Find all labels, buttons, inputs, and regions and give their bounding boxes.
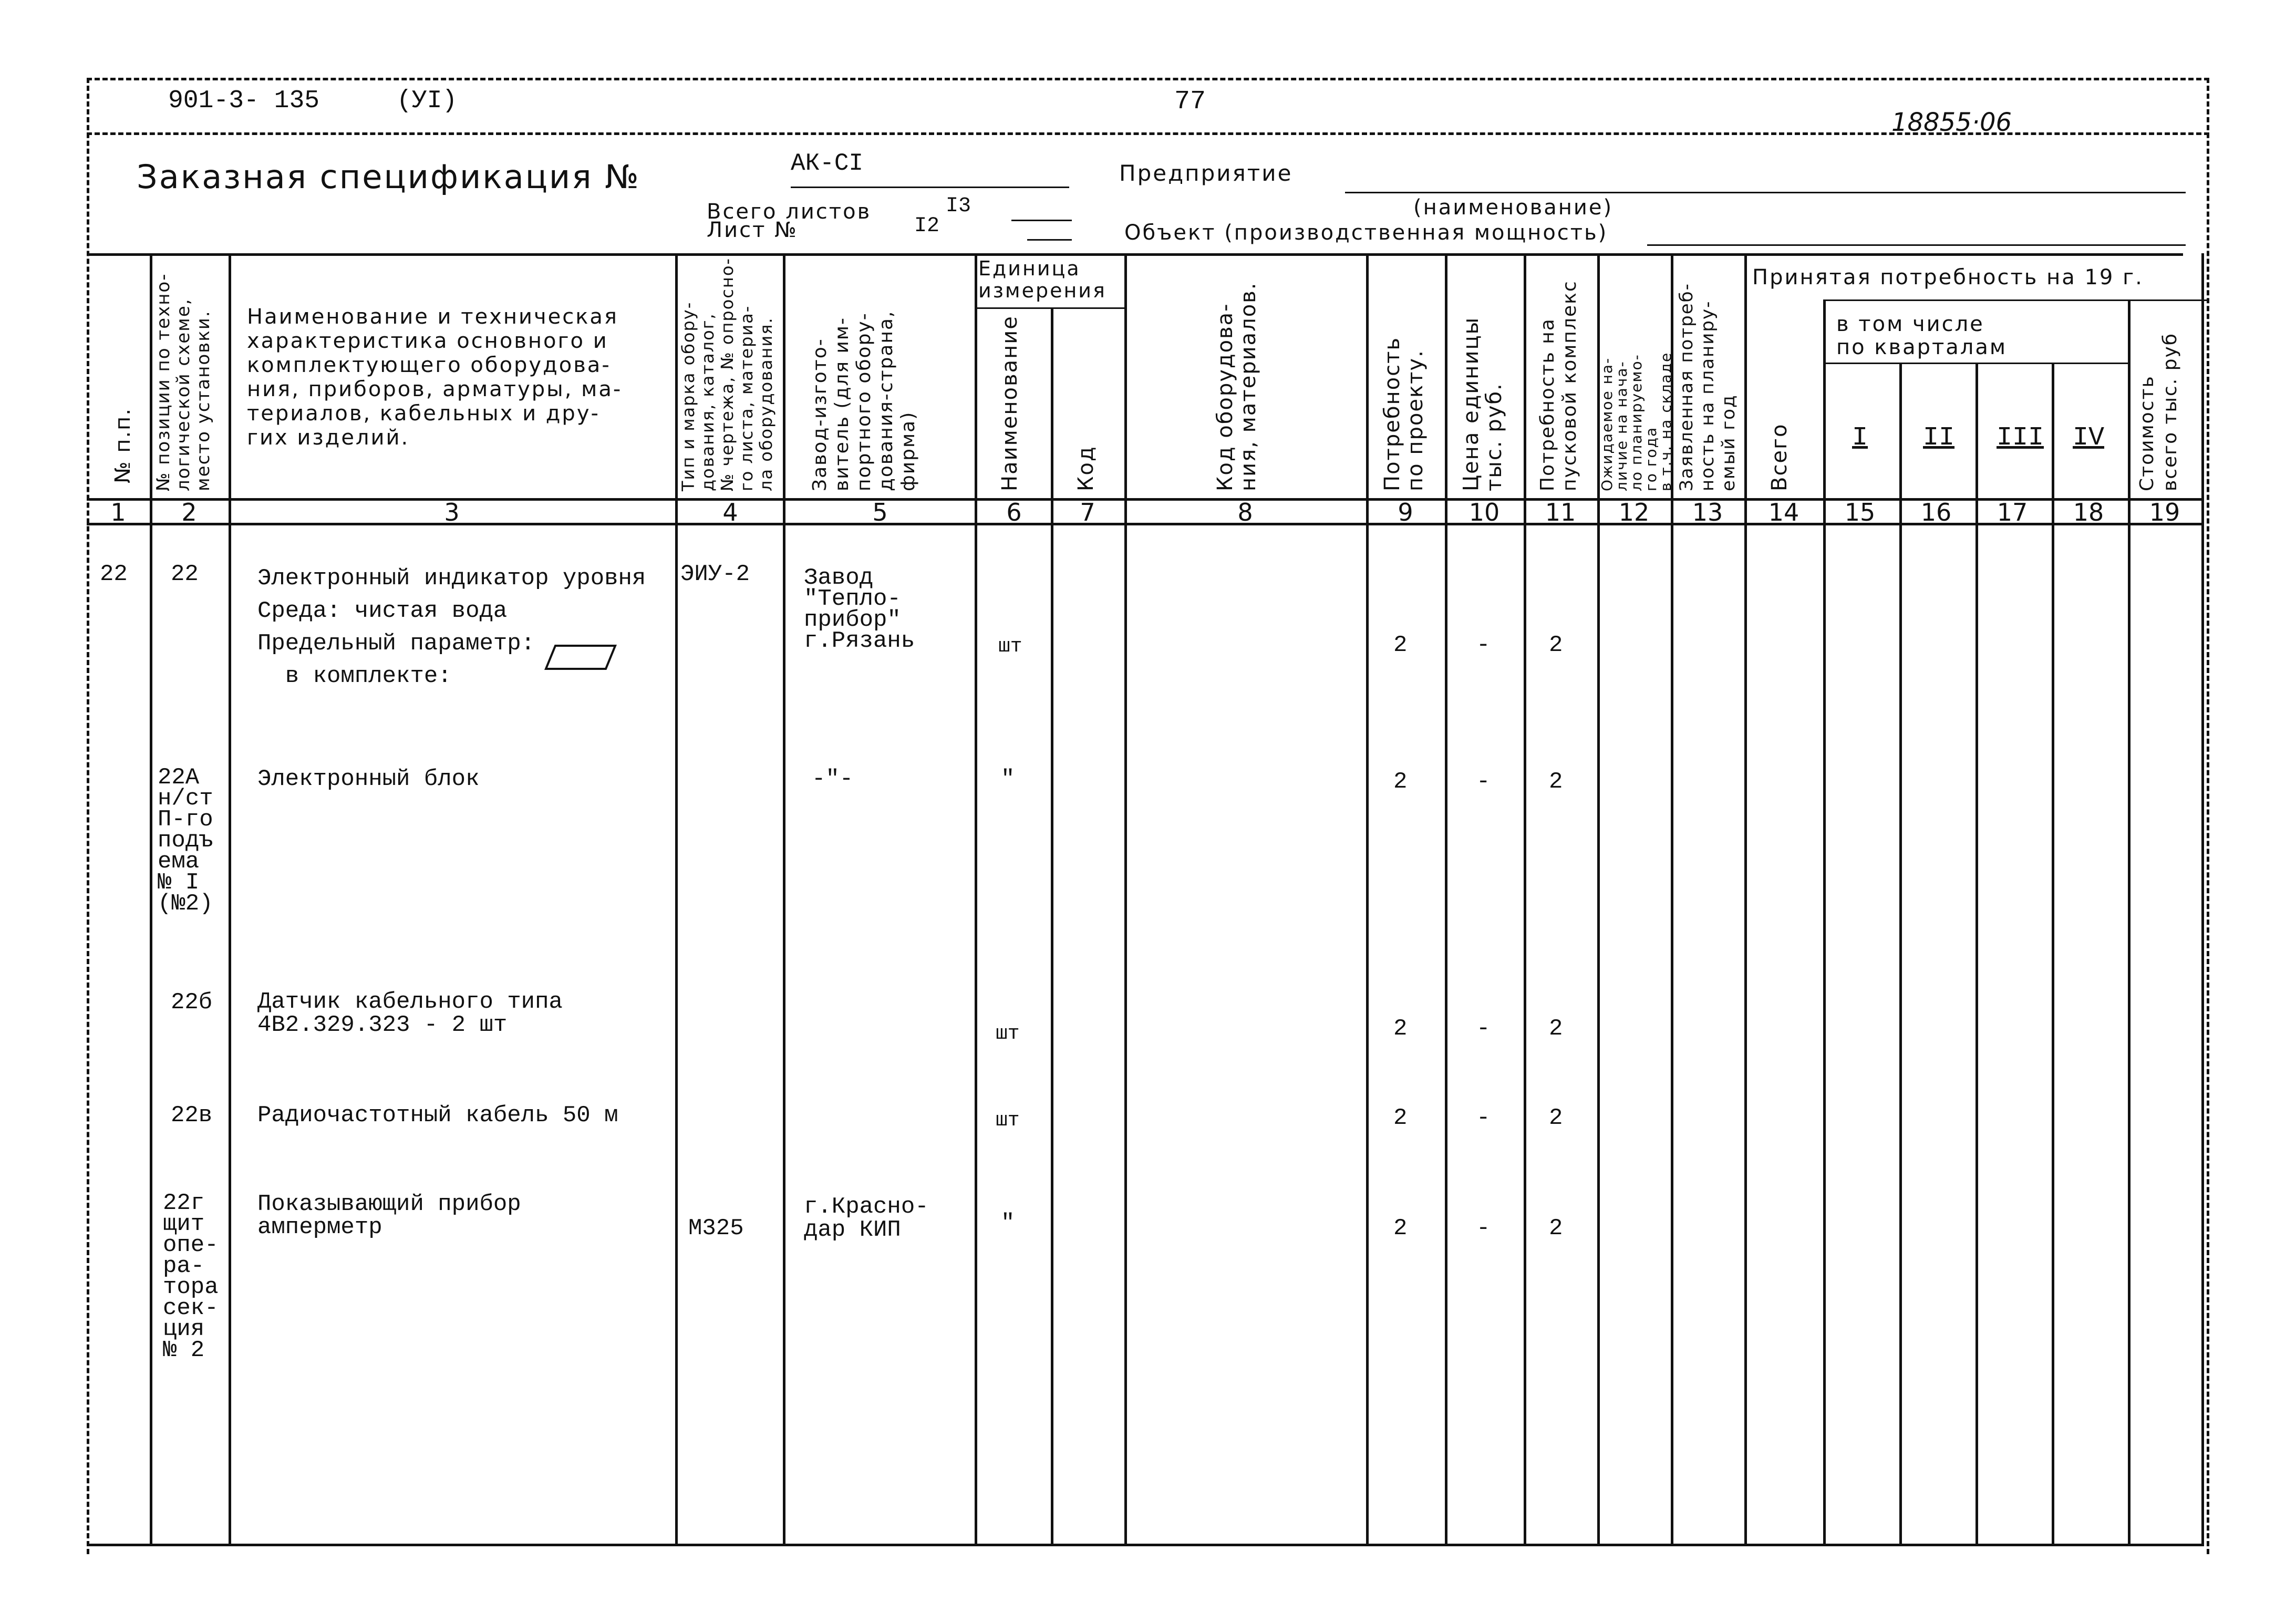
column-number: 12	[1618, 498, 1650, 526]
column-number: 19	[2149, 498, 2180, 526]
column-number: 8	[1237, 498, 1253, 526]
column-number: 5	[872, 498, 888, 526]
cell-need: 2	[1393, 1215, 1408, 1242]
cell-maker: -"-	[812, 766, 854, 792]
column-number: 2	[181, 498, 197, 526]
column-number: 9	[1398, 498, 1413, 526]
column-number: 17	[1997, 498, 2028, 526]
cell-need: 2	[1393, 769, 1408, 795]
name-label: (наименование)	[1413, 195, 1614, 220]
cell-need: 2	[1393, 1016, 1408, 1042]
column-number: 10	[1468, 498, 1500, 526]
col-header-need-project: Потребность по проекту.	[1380, 336, 1428, 491]
col-header-npp: № п.п.	[111, 407, 135, 483]
sheet-number: I2	[914, 214, 940, 238]
col-header-unit-code: Код	[1074, 446, 1098, 491]
parameter-box-shape	[544, 644, 617, 671]
cell-name: Показывающий прибор амперметр	[257, 1191, 521, 1240]
column-number: 15	[1844, 498, 1876, 526]
cell-maker: Завод "Тепло- прибор" г.Рязань	[804, 565, 915, 654]
cell-price: -	[1476, 1016, 1491, 1042]
cell-type: М325	[688, 1215, 744, 1242]
cell-name: Электронный блок	[257, 766, 480, 792]
col-header-material-code: Код оборудова- ния, материалов.	[1213, 282, 1260, 491]
cell-unit: "	[1001, 766, 1015, 792]
column-number: 11	[1545, 498, 1576, 526]
col-header-type: Тип и марка обору- дования, каталог, № чертежа, № опросно- го листа, материа- ла оборудования.	[678, 257, 776, 491]
page-title: Заказная спецификация №	[137, 158, 640, 196]
col-header-total: Всего	[1767, 423, 1792, 491]
cell-launch: 2	[1549, 1016, 1563, 1042]
cell-launch: 2	[1549, 1105, 1563, 1131]
col-header-q3: III	[1997, 423, 2044, 453]
cell-unit: шт	[996, 1022, 1020, 1045]
col-header-cost: Стоимость всего тыс. руб	[2136, 333, 2181, 491]
total-sheets-label: Всего листов	[707, 200, 872, 224]
cell-unit: "	[1001, 1210, 1015, 1236]
cell-need: 2	[1393, 632, 1408, 658]
column-number: 14	[1768, 498, 1799, 526]
column-number: 13	[1692, 498, 1723, 526]
total-sheets: I3	[946, 194, 971, 218]
col-header-name: Наименование и техническая характеристика основного и комплектующего оборудова- ния, приборов, арматуры, ма- териалов, кабельных и дру- гих изделий.	[247, 305, 623, 450]
cell-position: 22г щит опе- ра- тора сек- ция № 2	[163, 1190, 219, 1363]
cell-name: Электронный индикатор уровня Среда: чистая вода Предельный параметр: в комплекте:	[257, 565, 646, 689]
cell-price: -	[1476, 769, 1491, 795]
spec-number: АК-СI	[791, 150, 864, 177]
cell-position: 22А н/ст П-го подъ ема № I (№2)	[158, 764, 213, 917]
column-number: 16	[1920, 498, 1952, 526]
col-header-declared: Заявленная потреб- ность на планиру- емый год	[1676, 283, 1739, 491]
col-header-accepted: Принятая потребность на 19 г.	[1752, 265, 2144, 289]
column-number: 4	[722, 498, 738, 526]
col-header-unit: Единица измерения	[978, 257, 1106, 302]
col-header-quarters: в том числе по кварталам	[1836, 312, 2008, 359]
cell-name: Датчик кабельного типа 4В2.329.323 - 2 шт	[257, 989, 563, 1038]
cell-price: -	[1476, 1215, 1491, 1242]
object-label: Объект (производственная мощность)	[1124, 221, 1608, 245]
cell-unit: шт	[998, 635, 1022, 658]
cell-launch: 2	[1549, 632, 1563, 658]
project-code: 901-3- 135	[168, 87, 320, 115]
col-header-unit-name: Наименование	[998, 315, 1022, 491]
cell-position: 22в	[171, 1102, 213, 1129]
col-header-maker: Завод-изгото- витель (для им- портного обору- дования-страна, фирма)	[809, 310, 919, 491]
cell-npp: 22	[100, 561, 128, 587]
cell-launch: 2	[1549, 769, 1563, 795]
cell-position: 22б	[171, 989, 213, 1016]
page-number: 77	[1174, 87, 1206, 117]
col-header-position: № позиции по техно- логической схеме, место установки.	[153, 273, 214, 491]
column-number: 18	[2073, 498, 2104, 526]
cell-maker: г.Красно- дар КИП	[804, 1194, 929, 1243]
col-header-unit-price: Цена единицы тыс. руб.	[1459, 316, 1506, 491]
column-number: 6	[1006, 498, 1022, 526]
cell-launch: 2	[1549, 1215, 1563, 1242]
col-header-launch-need: Потребность на пусковой комплекс	[1537, 280, 1580, 491]
column-number: 7	[1080, 498, 1095, 526]
cell-name: Радиочастотный кабель 50 м	[257, 1102, 618, 1129]
column-number: 3	[444, 498, 460, 526]
variant-code: (УI)	[397, 87, 458, 115]
col-header-expected: Ожидаемое на- личие на нача- ло планируемо- го года в т.ч. на складе	[1598, 351, 1674, 491]
col-header-q1: I	[1852, 423, 1868, 453]
cell-price: -	[1476, 1105, 1491, 1131]
column-number: 1	[110, 498, 126, 526]
cell-price: -	[1476, 632, 1491, 658]
sheet-label: Лист №	[707, 218, 798, 242]
cell-type: ЭИУ-2	[680, 561, 750, 587]
archive-stamp: 18855·06	[1891, 108, 2012, 137]
cell-need: 2	[1393, 1105, 1408, 1131]
cell-unit: шт	[996, 1109, 1020, 1132]
cell-position: 22	[171, 561, 199, 587]
enterprise-label: Предприятие	[1119, 160, 1293, 186]
col-header-q2: II	[1923, 423, 1955, 453]
col-header-q4: IV	[2073, 423, 2105, 453]
